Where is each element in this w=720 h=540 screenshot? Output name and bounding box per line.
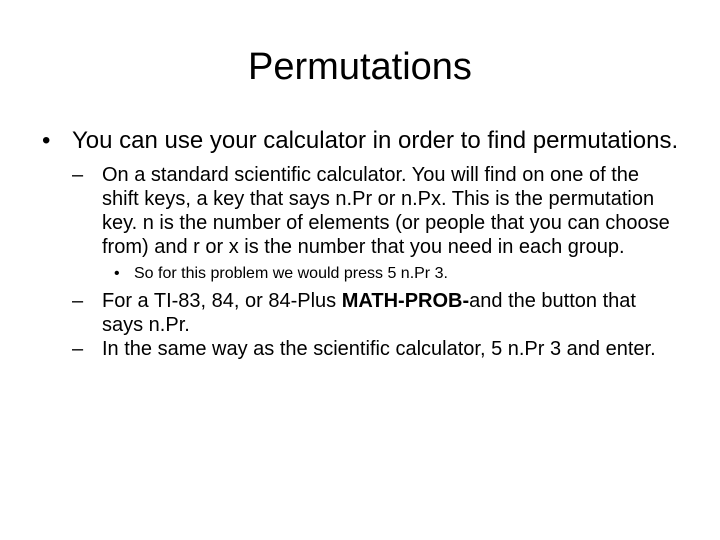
slide-content: [30, 126, 680, 361]
bullet-marker: •: [114, 265, 120, 282]
bullet-level2: [30, 289, 680, 337]
bullet-text-pre: For a TI-83, 84, or 84-Plus: [102, 290, 342, 312]
bullet-text-post: and the button that says n.Pr.: [102, 290, 636, 336]
dash-marker: –: [72, 338, 84, 360]
bullet-level2: [30, 163, 680, 259]
bullet-text: So for this problem we would press 5 n.Pr 3.: [134, 265, 448, 282]
bullet-text: On a standard scientific calculator. You will find on one of the shift keys, a key that says n.Pr or n.Px. This is the permutation key. n is the number of elements (or people that you can choose from) and r or x is the number that you need in each group.: [102, 164, 670, 258]
bullet-marker: •: [42, 127, 51, 154]
bullet-level1: [30, 126, 680, 155]
bullet-text: In the same way as the scientific calculator, 5 n.Pr 3 and enter.: [102, 338, 656, 360]
bullet-level2: [30, 337, 680, 361]
bullet-text: You can use your calculator in order to find permutations.: [72, 127, 679, 154]
dash-marker: –: [72, 290, 84, 312]
bullet-text: [102, 289, 680, 337]
bullet-level3: [30, 263, 680, 285]
slide-title: Permutations: [248, 46, 472, 88]
bullet-text-bold: MATH-PROB-: [341, 290, 470, 312]
dash-marker: –: [72, 164, 84, 186]
